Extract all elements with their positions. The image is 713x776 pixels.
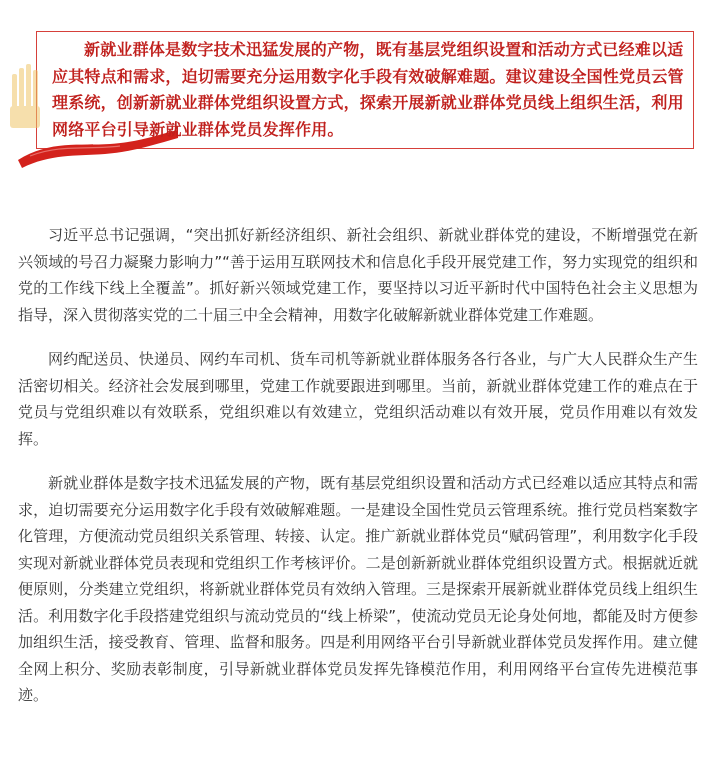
torch-icon <box>10 64 40 128</box>
article-body <box>18 222 698 727</box>
paragraph: 习近平总书记强调，“突出抓好新经济组织、新社会组织、新就业群体党的建设，不断增强党在新兴领域的号召力凝聚力影响力”“善于运用互联网技术和信息化手段开展党建工作，努力实现党的组织和党的工作线下线上全覆盖”。抓好新兴领域党建工作，要坚持以习近平新时代中国特色社会主义思想为指导，深入贯彻落实党的二十届三中全会精神，用数字化破解新就业群体党建工作难题。 <box>18 226 698 324</box>
paragraph: 网约配送员、快递员、网约车司机、货车司机等新就业群体服务各行各业，与广大人民群众生产生活密切相关。经济社会发展到哪里，党建工作就要跟进到哪里。当前，新就业群体党建工作的难点在于党员与党组织难以有效联系，党组织难以有效建立，党组织活动难以有效开展，党员作用难以有效发挥。 <box>18 350 698 448</box>
paragraph: 新就业群体是数字技术迅猛发展的产物，既有基层党组织设置和活动方式已经难以适应其特点和需求，迫切需要充分运用数字化手段有效破解难题。一是建设全国性党员云管理系统。推行党员档案数字化管理，方便流动党员组织关系管理、转接、认定。推广新就业群体党员“赋码管理”，利用数字化手段实现对新就业群体党员表现和党组织工作考核评价。二是创新新就业群体党组织设置方式。根据就近就便原则，分类建立党组织，将新就业群体党员有效纳入管理。三是探索开展新就业群体党员线上组织生活。利用数字化手段搭建党组织与流动党员的“线上桥梁”，使流动党员无论身处何地，都能及时方便参加组织生活，接受教育、管理、监督和服务。四是利用网络平台引导新就业群体党员发挥作用。建立健全网上积分、奖励表彰制度，引导新就业群体党员发挥先锋模范作用，利用网络平台宣传先进模范事迹。 <box>18 474 698 704</box>
callout-text: 新就业群体是数字技术迅猛发展的产物，既有基层党组织设置和活动方式已经难以适应其特点和需求，迫切需要充分运用数字化手段有效破解难题。建议建设全国性党员云管理系统，创新新就业群体党组织设置方式，探索开展新就业群体党员线上组织生活，利用网络平台引导新就业群体党员发挥作用。 <box>52 40 684 139</box>
